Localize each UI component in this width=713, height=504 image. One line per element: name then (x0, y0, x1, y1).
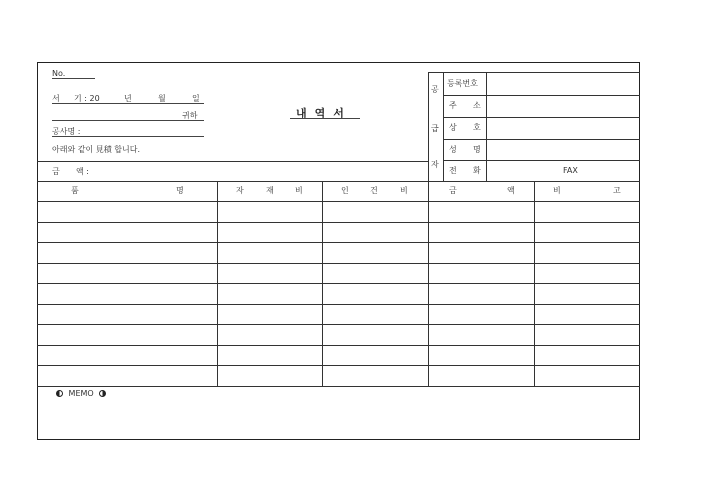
column-header-material-cost: 자 (236, 186, 244, 195)
address-label: 주 (449, 101, 457, 110)
column-header-amount: 액 (507, 186, 515, 195)
column-header-material-cost: 비 (295, 186, 303, 195)
column-header-remarks: 비 (553, 186, 561, 195)
document-number-underline (52, 78, 95, 79)
half-circle-left-icon (56, 390, 63, 397)
representative-name-label: 성 (449, 145, 457, 154)
company-name-label: 상 (449, 123, 457, 132)
document-title-underline (290, 118, 360, 119)
supplier-row-line (443, 95, 640, 96)
column-header-labor-cost: 비 (400, 186, 408, 195)
column-header-remarks: 고 (613, 186, 621, 195)
date-day-unit: 일 (192, 94, 200, 103)
table-row-line (37, 263, 640, 264)
document-number-label: No. (52, 69, 66, 78)
estimate-statement: 아래와 같이 見積 합니다. (52, 145, 140, 154)
column-header-material-cost: 재 (266, 186, 274, 195)
address-label: 소 (473, 101, 481, 110)
table-column-divider (428, 181, 429, 386)
registration-number-label: 등록번호 (447, 79, 478, 88)
project-name-label: 공사명 : (52, 127, 81, 136)
column-header-amount: 금 (449, 186, 457, 195)
date-year-unit: 년 (124, 94, 132, 103)
table-row-line (37, 345, 640, 346)
supplier-row-line (443, 139, 640, 140)
supplier-side-divider (443, 72, 444, 182)
fax-label: FAX (563, 166, 578, 175)
table-row-line (37, 324, 640, 325)
date-year-label: 기 : 20 (74, 94, 100, 103)
recipient-underline (52, 120, 204, 121)
table-row-line (37, 386, 640, 387)
table-column-divider (534, 181, 535, 386)
memo-section-label (56, 389, 106, 399)
recipient-suffix: 귀하 (182, 111, 198, 120)
table-column-divider (322, 181, 323, 386)
supplier-side-label: 급 (431, 124, 439, 133)
amount-label-second: 액 : (76, 167, 89, 176)
column-header-labor-cost: 인 (341, 186, 349, 195)
supplier-side-label: 공 (431, 85, 439, 94)
table-header-bottom-line (37, 201, 640, 202)
column-header-labor-cost: 건 (370, 186, 378, 195)
document-title: 내역서 (296, 107, 352, 120)
supplier-label-divider (486, 72, 487, 182)
supplier-box-top-line (428, 72, 640, 73)
table-row-line (37, 283, 640, 284)
date-prefix: 서 (52, 94, 60, 103)
supplier-box-left-line (428, 72, 429, 182)
project-name-underline (52, 136, 204, 137)
table-header-top-line (37, 181, 640, 182)
phone-label: 화 (473, 166, 481, 175)
header-amount-divider (37, 161, 428, 162)
column-header-item: 품 (71, 186, 79, 195)
table-column-divider (217, 181, 218, 386)
table-row-line (37, 365, 640, 366)
supplier-row-line (443, 117, 640, 118)
date-underline (52, 103, 204, 104)
representative-name-label: 명 (473, 145, 481, 154)
amount-label-first: 금 (52, 167, 60, 176)
half-circle-right-icon (99, 390, 106, 397)
table-row-line (37, 242, 640, 243)
column-header-item: 명 (176, 186, 184, 195)
supplier-side-label: 자 (431, 160, 439, 169)
table-row-line (37, 304, 640, 305)
company-name-label: 호 (473, 123, 481, 132)
supplier-row-line (443, 160, 640, 161)
date-month-unit: 월 (158, 94, 166, 103)
table-row-line (37, 222, 640, 223)
memo-label: MEMO (68, 389, 94, 398)
phone-label: 전 (449, 166, 457, 175)
